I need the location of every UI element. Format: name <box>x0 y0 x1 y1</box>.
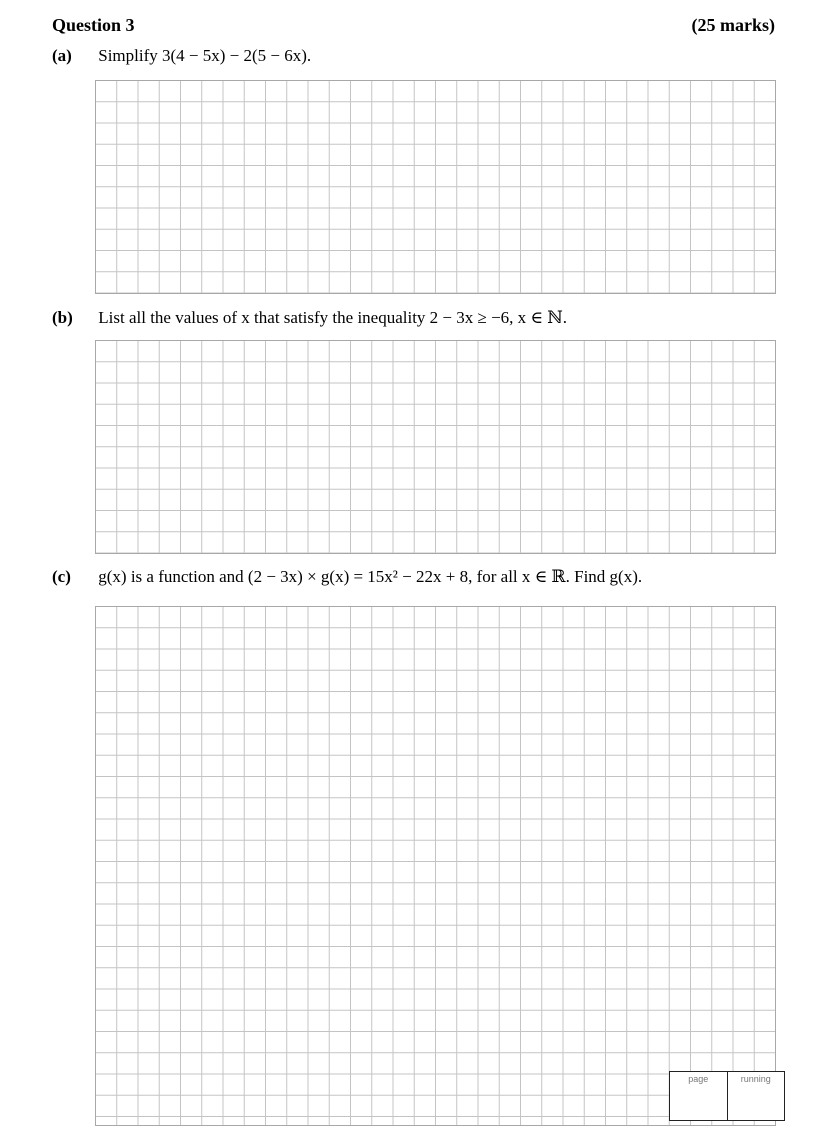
part-b-question: List all the values of x that satisfy the inequality 2 − 3x ≥ −6, x ∈ ℕ. <box>98 308 568 327</box>
part-a-question: Simplify 3(4 − 5x) − 2(5 − 6x). <box>98 46 312 65</box>
running-cell: running <box>727 1072 785 1120</box>
part-a <box>52 46 311 66</box>
part-a-label: (a) <box>52 46 72 65</box>
part-b-label: (b) <box>52 308 73 327</box>
marks-label: (25 marks) <box>691 15 775 35</box>
page-cell: page <box>688 1074 709 1084</box>
part-c-label: (c) <box>52 567 71 586</box>
answer-grid-a[interactable] <box>95 80 776 294</box>
part-b <box>52 308 567 328</box>
question-title: Question 3 <box>52 15 135 35</box>
answer-grid-c[interactable] <box>95 606 776 1126</box>
part-c-question: g(x) is a function and (2 − 3x) × g(x) = 15x² − 22x + 8, for all x ∈ ℝ. Find g(x). <box>98 567 643 586</box>
page-tracker-box <box>669 1071 785 1121</box>
answer-grid-b[interactable] <box>95 340 776 554</box>
part-c <box>52 567 642 587</box>
